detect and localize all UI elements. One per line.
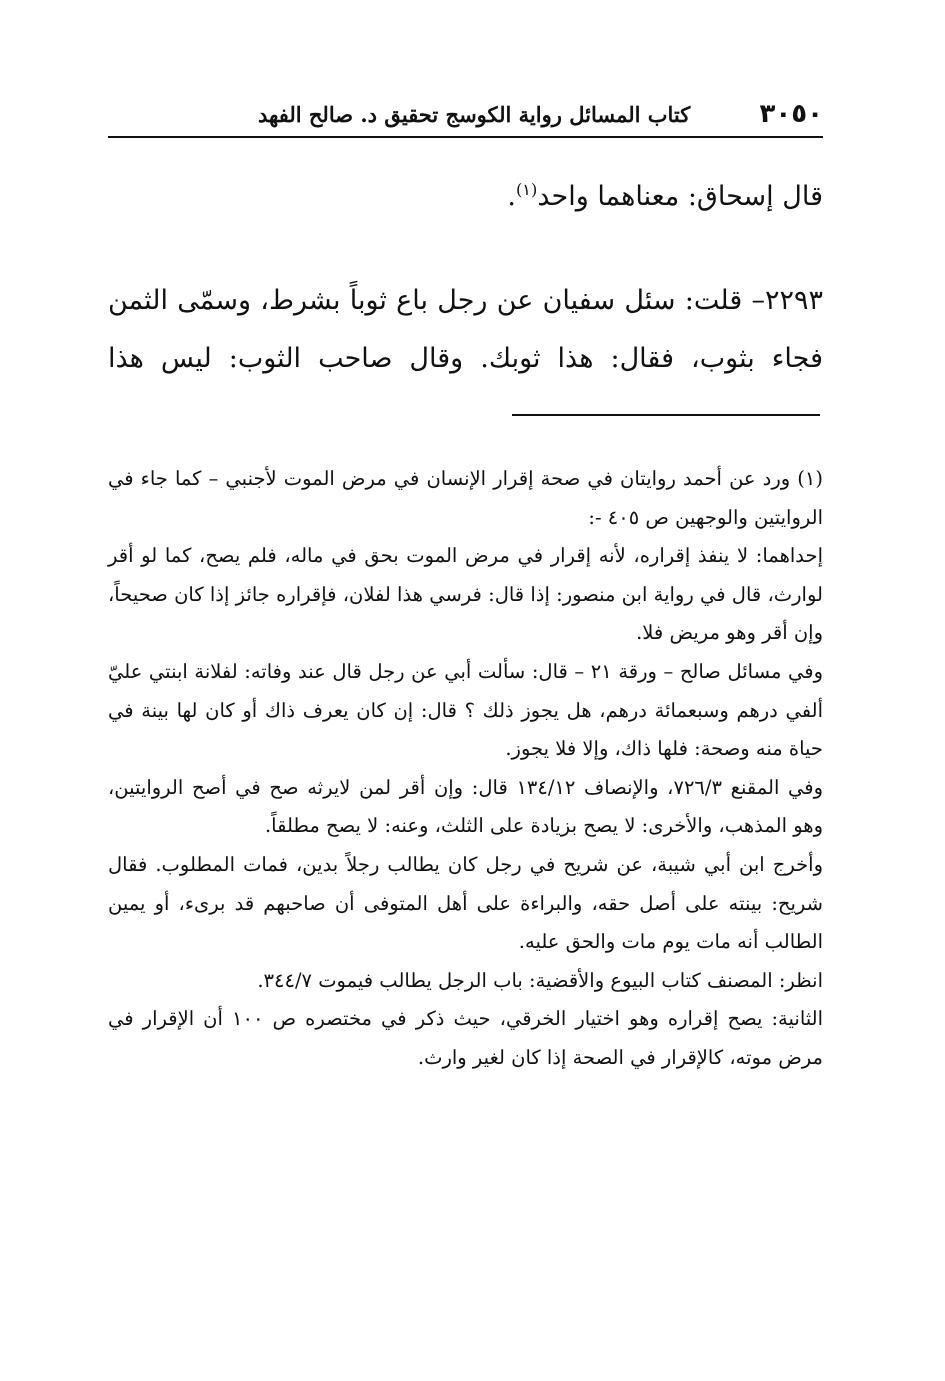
book-title: كتاب المسائل رواية الكوسج تحقيق د. صالح الفهد — [258, 101, 691, 127]
footnote-paragraph: وفي المقنع ٧٢٦/٣، والإنصاف ١٣٤/١٢ قال: وإن أقر لمن لايرثه صح في أصح الروايتين، وهو المذهب، والأخرى: لا يصح بزيادة على الثلث، وعنه: لا يصح مطلقاً. — [108, 775, 824, 838]
page-number: ٣٠٥٠ — [759, 99, 823, 129]
main-paragraph-2 — [108, 272, 823, 388]
paragraph-text: قال إسحاق: معناهما واحد — [537, 181, 823, 212]
footnote-paragraph: وفي مسائل صالح – ورقة ٢١ – قال: سألت أبي عن رجل قال عند وفاته: لفلانة ابنتي عليّ ألفي درهم وسبعمائة درهم، هل يجوز ذلك ؟ قال: إن كان يعرف ذاك أو كان لها بينة في حياة منه وصحة: فلها ذاك، وإلا فلا يجوز. — [108, 659, 823, 761]
footnote-paragraph: الثانية: يصح إقراره وهو اختيار الخرقي، حيث ذكر في مختصره ص ١٠٠ أن الإقرار في مرض موته، كالإقرار في الصحة إذا كان لغير وارث. — [108, 1007, 824, 1069]
paragraph-text: ٢٢٩٣– قلت: سئل سفيان عن رجل باع ثوباً بشرط، وسمّى الثمن فجاء بثوب، فقال: هذا ثوبك. وقال صاحب الثوب: ليس هذا — [108, 285, 823, 374]
main-paragraph-1 — [108, 168, 823, 226]
running-header — [108, 92, 823, 138]
footnote-paragraph: إحداهما: لا ينفذ إقراره، لأنه إقرار في مرض الموت بحق في ماله، فلم يصح، كما لو أقر لوارث، قال في رواية ابن منصور: إذا قال: فرسي هذا لفلان، فإقراره جائز إذا كان صحيحاً، وإن أقر وهو مريض فلا. — [108, 544, 823, 645]
footnote-paragraph: انظر: المصنف كتاب البيوع والأقضية: باب الرجل يطالب فيموت ٣٤٤/٧. — [257, 968, 823, 992]
footnotes — [108, 460, 823, 1078]
footnote-separator — [512, 414, 820, 416]
footnote-paragraph: وأخرج ابن أبي شيبة، عن شريح في رجل كان يطالب رجلاً بدين، فمات المطلوب. فقال شريح: بينته على أصل حقه، والبراءة على أهل المتوفى أن صاحبهم قد برىء، أو يمين الطالب أنه مات يوم مات والحق عليه. — [108, 852, 823, 954]
footnote-1: (١) ورد عن أحمد روايتان في صحة إقرار الإنسان في مرض الموت لأجنبي – كما جاء في الروايتين والوجهين ص ٤٠٥ -: — [108, 467, 823, 529]
paragraph-end: . — [507, 181, 516, 212]
footnote-ref[interactable]: (١) — [515, 180, 538, 199]
